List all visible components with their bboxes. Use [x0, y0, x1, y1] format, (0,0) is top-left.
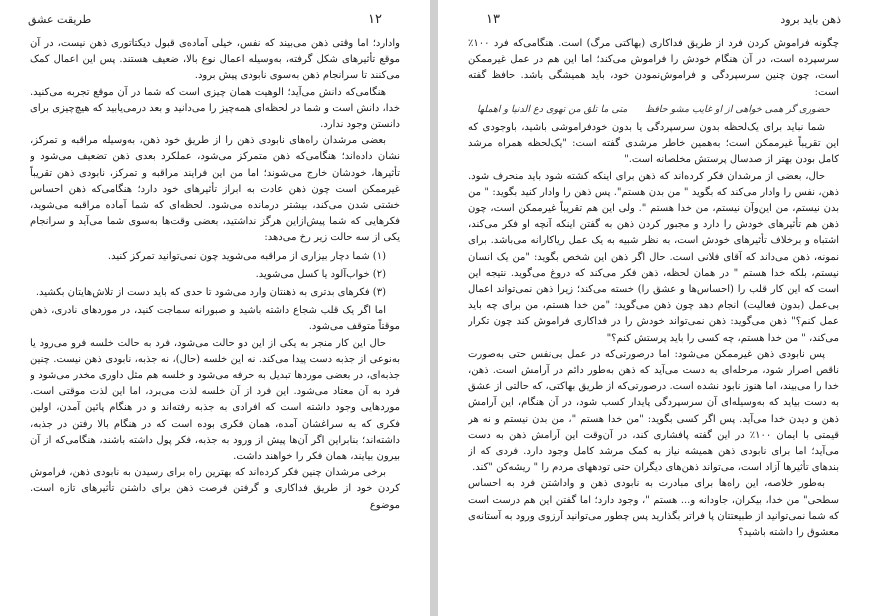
- paragraph: وادارد؛ اما وقتی ذهن می‌بیند که نفس، خیلی آماده‌ی قبول دیکتاتوری ذهن نیست، در آن موقع تأثیرهای شکل گرفته، به‌وسیله اعمال نوع بالا، ضعیف هستند. پس این اعمال کمک می‌کنند تا سرانجام ذهن به‌سوی نابودی پیش برود.: [30, 38, 400, 82]
- right-page-header: [466, 12, 841, 32]
- right-page-body: [468, 36, 839, 612]
- paragraph: پس نابودی ذهن غیرممکن می‌شود: اما درصورتی‌که در عمل بی‌نفس حتی به‌صورت ناقص اصرار شود، مرحله‌ای به دست می‌آید که ذهن به‌طور دائم در آرامش است. ذهن، خدا را می‌بیند، اما هنوز نابود نشده است. درصورتی‌که از طریق بهاکتی، که حالتی از عشق به دست بیاید که به‌وسیله‌ای آن سرسپردگی پایدار کسب شود، در آن هنگام، این آرامش ذهن و دیدن خدا می‌آید. پس اگر کسی بگوید: "من خدا هستم "، من بدن نیستم و نه هر قیمتی با ایمان ۱۰۰٪ در این گفته پافشاری کند، در آن‌وقت این آرامش ذهن به دست می‌آید؛ اما برای نابودی ذهن همیشه نیاز به کمک مرشد کامل وجود دارد. فردی که از بندهای تأثیرها آزاد است، می‌تواند ذهن‌های دیگران حتی تودههای مردم را " ریشه‌کن "کند.: [468, 348, 839, 474]
- paragraph: هنگامی‌که دانش می‌آید؛ الوهیت همان چیزی است که شما در آن موقع تجربه می‌کنید. خدا، دانش است و شما در لحظه‌ای همه‌چیز را می‌دانید و بعد درمی‌یابید که هیچ‌چیزی برای دانستن وجود ندارد.: [30, 86, 400, 131]
- paragraph: چگونه فراموش کردن فرد از طریق فداکاری (بهاکتی مرگ) است. هنگامی‌که فرد ۱۰۰٪ سرسپرده است، در آن هنگام خودش را فراموش می‌کند؛ اما این هم در عمل غیرممکن است، چون چنین سرسپردگی و فراموش‌نمودن خود، باید همیشگی باشد. حافظ گفته است:: [468, 38, 839, 98]
- right-running-title: ذهن باید برود: [780, 13, 841, 26]
- list-item: (۳) فکرهای بدتری به ذهنتان وارد می‌شود تا حدی که باید دست از تلاش‌هایتان بکشید.: [35, 287, 386, 299]
- left-running-title: طریقت عشق: [28, 13, 92, 26]
- list-item: (۱) شما دچار بیزاری از مراقبه می‌شوید چون نمی‌توانید تمرکز کنید.: [107, 250, 386, 262]
- paragraph: حال این کار منجر به یکی از این دو حالت می‌شود، فرد به حالت خلسه فرو می‌رود یا به‌نوعی از جذبه دست پیدا می‌کند. نه این خلسه (حال)، نه جذبه، نابودی ذهن نیست. چنین جذبه‌ای، در بعضی موردها تبدیل به حرفه می‌شود و خلسه هم مثل داوری مخدر می‌شود و فرد به آن معتاد می‌شود. این فرد از آن خلسه لذت می‌برد، اما این لذت موقتی است. موردهایی وجود داشته است که افرادی به جذبه رفته‌اند و در هنگام پائین آمدن، اولین فکری که به سراغشان آمده، همان فکری بوده است که در هنگام بالا رفتن در جذبه، داشته‌اند؛ بنابراین اگر آن‌ها پیش از ورود به جذبه، فکر پول داشته باشند، هنگامی‌که از آن بیرون بیایند، همان فکر را خواهند داشت.: [30, 337, 400, 463]
- poem-hemistich: حضوری گر همی خواهی از او غایب مشو حافظ: [645, 103, 831, 115]
- left-page-body: [30, 36, 400, 612]
- paragraph: بعضی مرشدان راه‌های نابودی ذهن را از طریق خود ذهن، به‌وسیله مراقبه و تمرکز، نشان داده‌اند؛ هنگامی‌که ذهن متمرکز می‌شود، عملکرد بعدی ذهن تضعیف می‌شود و تأثیرها، خودشان خارج می‌شوند؛ اما من این فرایند مراقبه و تمرکز، نابودی ذهن تقریباً غیرممکن است چون ذهن عادت به ابراز تأثیرهای خود دارد؛ هنگامی‌که ذهن احساس خشتی شدن می‌کند، بیشتر درمانده می‌شود. لحظه‌ای که شما آماده مراقبه می‌شوید، فکرهایی که شما پیش‌ازاین هرگز نداشتید، بعضی وقت‌ها به‌سوی شما می‌آید و سرانجام یکی از سه حالت زیر رخ می‌دهد:: [30, 135, 400, 244]
- left-page-header: [28, 12, 402, 32]
- left-page-number: ۱۲: [368, 12, 382, 27]
- paragraph: شما نباید برای یک‌لحظه بدون سرسپردگی یا بدون خودفراموشی باشید، باوجودی که این تقریباً غیرممکن است؛ به‌همین خاطر مرشدی گفته است: "یک‌لحظه همراه مرشد کامل بودن بهتر از صدسال پرستش مخلصانه است.": [468, 122, 839, 166]
- poem-hemistich: متی ما تلق من تهوی دع الدنیا و اهملها: [476, 103, 628, 115]
- paragraph: حال، بعضی از مرشدان فکر کرده‌اند که ذهن برای اینکه کشته شود باید منحرف شود. ذهن، نفس را وادار می‌کند که بگوید " من بدن هستم". پس ذهن را وادار کنید بگوید: " من بدن نیستم، من این‌وآن نیستم، من خدا هستم ". ولی این هم تقریباً غیرممکن است، چون ذهن هم تأثیرهای خودش را دارد و مجبور کردن ذهن به گفتن اینکه آنچه او فکر می‌کند، اشتباه و برخلاف تأثیرهای خودش است، به نظر شبیه به یک عمل ریاکارانه می‌باشد. برای نمونه، ذهن می‌داند که آقای فلانی است. حال اگر ذهن این شخص بگوید: "من یک انسان نیستم، بلکه خدا هستم " در همان لحظه، ذهن فکر می‌کند که دروغ می‌گوید. نتیجه این است که این کار قلب را (احساس‌ها و عشق را) خسته می‌کند؛ زیرا ذهن نمی‌تواند اعمال بی‌عمل (بدون فعالیت) انجام دهد چون ذهن می‌گوید: "من خدا هستم، من برای چه باید عمل کنم؟" ذهن می‌گوید: ذهن نمی‌تواند خودش را در فداکاری فراموش کند چون تکرار می‌کند، " من خدا هستم، چه کسی را باید پرستش کنم؟": [468, 170, 839, 344]
- right-page: [437, 0, 869, 616]
- paragraph: اما اگر یک قلب شجاع داشته باشید و صبورانه سماجت کنید، در موردهای نادری، ذهن موقتاً متوقف می‌شود.: [30, 305, 400, 333]
- right-page-number: ۱۳: [486, 12, 500, 27]
- left-page: [0, 0, 431, 616]
- list-item: (۲) خواب‌آلود یا کسل می‌شوید.: [255, 268, 386, 280]
- paragraph: به‌طور خلاصه، این راه‌ها برای مبادرت به نابودی ذهن و واداشتن فرد به احساس سطحی" من خدا، بیکران، جاودانه و... هستم "، وجود دارد؛ اما گفتن این هم درست است که شما نمی‌توانید از طبیعتتان پا فراتر بگذارید پس چطور می‌توانید آرزوی ورود به آستانه‌ی معشوق را داشته باشید؟: [468, 478, 839, 539]
- poem-verse: [468, 102, 839, 118]
- paragraph: برخی مرشدان چنین فکر کرده‌اند که بهترین راه برای رسیدن به نابودی ذهن، فراموش کردن خود از طریق فداکاری و گرفتن فرصت ذهن برای داشتن تأثیرهای تازه است. موضوع: [30, 467, 400, 511]
